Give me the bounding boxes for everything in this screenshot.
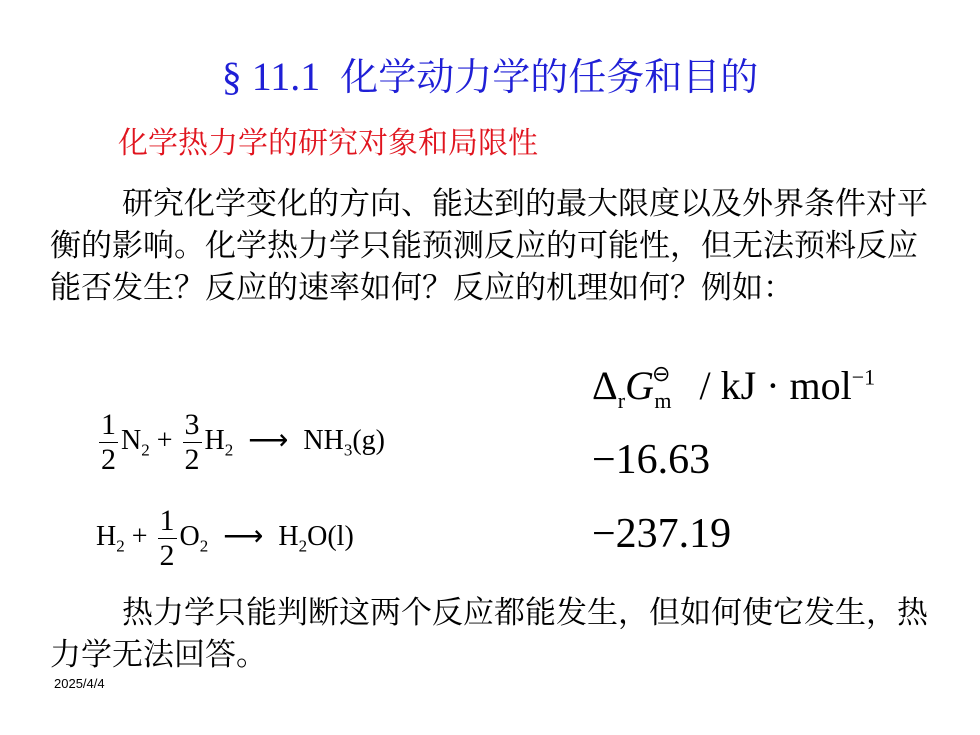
intro-text: 研究化学变化的方向、能达到的最大限度以及外界条件对平衡的影响。化学热力学只能预测反应的可能性，但无法预料反应能否发生？反应的速率如何？反应的机理如何？例如： — [50, 186, 928, 306]
reaction-water: $H_2$ + $\frac{1}{2}$ $O_2$ ⟶ $H_2O(l)$ — [96, 504, 354, 572]
slide-subtitle: 化学热力学的研究对象和局限性 — [118, 126, 538, 161]
reaction-ammonia: $\frac{1}{2}$ $N_2$ + $\frac{3}{2}$ $H_2$ ⟶ $NH_3(g)$ — [101, 408, 386, 476]
conclusion-paragraph — [50, 592, 930, 676]
gibbs-value-ammonia: −16.63 — [592, 437, 711, 483]
reaction-arrow-icon: ⟶ — [248, 424, 289, 456]
coefficient-fraction: $\frac{3}{2}$ — [184, 408, 200, 476]
slide-date: 2025/4/4 — [54, 676, 105, 691]
reaction-arrow-icon: ⟶ — [223, 520, 264, 552]
section-number: § 11.1 — [221, 54, 321, 99]
coefficient-fraction: $\frac{1}{2}$ — [159, 504, 175, 572]
conclusion-text: 热力学只能判断这两个反应都能发生，但如何使它发生，热力学无法回答。 — [50, 595, 928, 673]
slide-title — [0, 46, 980, 101]
intro-paragraph — [50, 183, 930, 309]
gibbs-value-water: −237.19 — [592, 511, 732, 557]
coefficient-fraction: $\frac{1}{2}$ — [101, 408, 116, 476]
gibbs-units-label: $\Delta_rG^⊖_m$ / kJ · mol$^{-1}$ — [592, 360, 876, 413]
title-text: 化学动力学的任务和目的 — [340, 55, 759, 99]
